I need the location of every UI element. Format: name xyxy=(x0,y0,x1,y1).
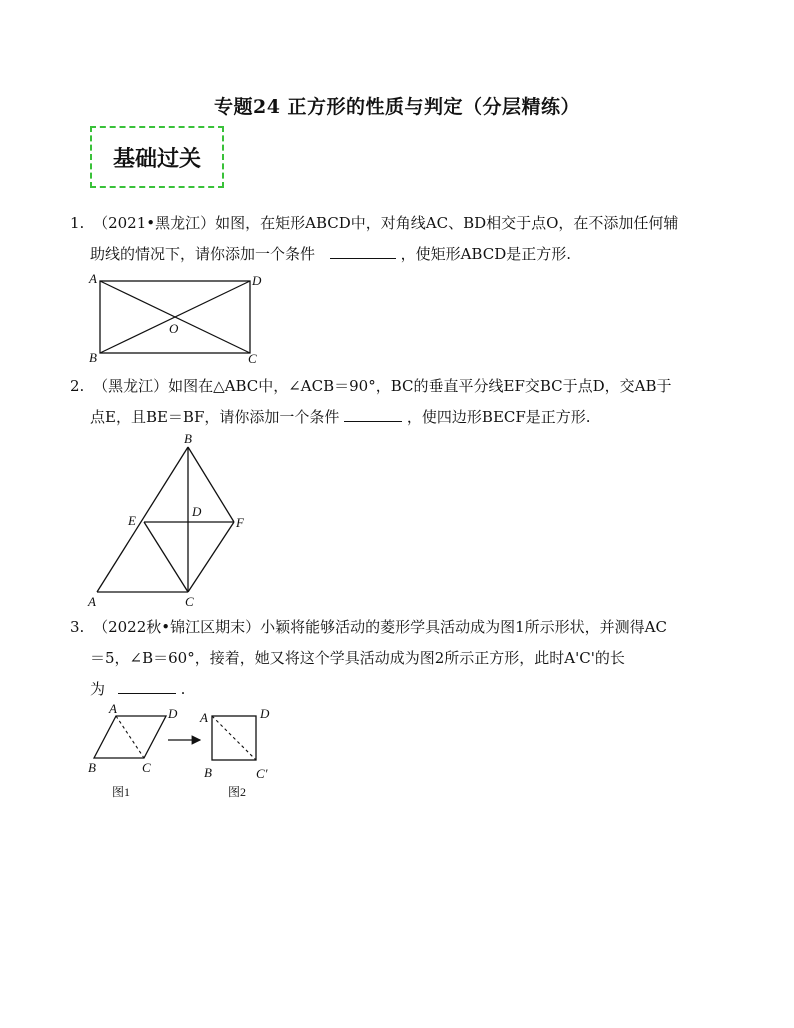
q3-figures xyxy=(82,700,292,805)
q3-fig2-label-d: D xyxy=(260,706,270,721)
q2-text-line2a: 点E，且BE＝BF，请你添加一个条件 xyxy=(90,408,340,426)
q2-line2 xyxy=(90,407,591,427)
q2-segment-ec xyxy=(144,522,188,592)
q2-number: 2. xyxy=(70,377,85,395)
q3-fig1-caption: 图1 xyxy=(112,785,131,799)
q1-text-line1: （2021•黑龙江）如图，在矩形ABCD中，对角线AC、BD相交于点O，在不添加任何辅 xyxy=(93,214,679,232)
q3-answer-blank[interactable] xyxy=(118,679,176,694)
q1-label-a: A xyxy=(89,271,97,286)
q3-text-line3a: 为 xyxy=(90,680,106,698)
q2-label-a: A xyxy=(88,594,96,609)
page-title: 专题24 正方形的性质与判定（分层精练） xyxy=(213,96,581,118)
q2-segment-fc xyxy=(188,522,234,592)
q3-fig2-label-c: C′ xyxy=(256,766,268,781)
q2-label-f: F xyxy=(236,515,244,530)
q1-line1 xyxy=(70,213,678,233)
q3-text-line3b: . xyxy=(180,680,186,698)
q1-label-d: D xyxy=(252,273,262,288)
section-badge-label: 基础过关 xyxy=(112,146,201,172)
q1-label-o: O xyxy=(169,321,179,336)
q1-label-c: C xyxy=(248,351,257,366)
q2-answer-blank[interactable] xyxy=(344,407,402,422)
q1-figure xyxy=(82,268,272,368)
q2-label-c: C xyxy=(185,594,194,609)
q2-label-e: E xyxy=(128,513,136,528)
q3-fig1-diagonal xyxy=(116,716,144,758)
q3-text-line1: （2022秋•锦江区期末）小颖将能够活动的菱形学具活动成为图1所示形状，并测得AC xyxy=(93,618,667,636)
q3-number: 3. xyxy=(70,618,85,636)
q2-figure xyxy=(82,430,252,610)
q3-fig2-caption: 图2 xyxy=(228,785,247,799)
q2-label-b: B xyxy=(184,431,192,446)
section-badge xyxy=(90,126,224,188)
q2-text-line2b: ，使四边形BECF是正方形. xyxy=(406,408,591,426)
q1-number: 1. xyxy=(70,214,85,232)
q3-fig1-label-d: D xyxy=(168,706,178,721)
q1-text-line2a: 助线的情况下，请你添加一个条件 xyxy=(90,245,316,263)
q3-fig2-label-b: B xyxy=(204,765,212,780)
q3-fig1-label-c: C xyxy=(142,760,151,775)
q1-label-b: B xyxy=(89,350,97,365)
q3-fig1-label-b: B xyxy=(88,760,96,775)
q1-text-line2b: ，使矩形ABCD是正方形. xyxy=(400,245,571,263)
q3-line3 xyxy=(90,679,185,699)
q2-line1 xyxy=(70,376,672,396)
q1-line2 xyxy=(90,244,571,264)
q1-answer-blank[interactable] xyxy=(330,244,396,259)
q3-text-line2: ＝5，∠B＝60°，接着，她又将这个学具活动成为图2所示正方形，此时A'C'的长 xyxy=(90,649,625,667)
q2-text-line1: （黑龙江）如图在△ABC中，∠ACB＝90°，BC的垂直平分线EF交BC于点D，交AB于 xyxy=(93,377,672,395)
q3-line2 xyxy=(90,648,625,668)
q3-fig1-label-a: A xyxy=(109,701,117,716)
q2-label-d: D xyxy=(192,504,202,519)
q3-fig2-diagonal xyxy=(212,716,256,760)
q3-line1 xyxy=(70,617,667,637)
q3-fig2-label-a: A xyxy=(200,710,208,725)
